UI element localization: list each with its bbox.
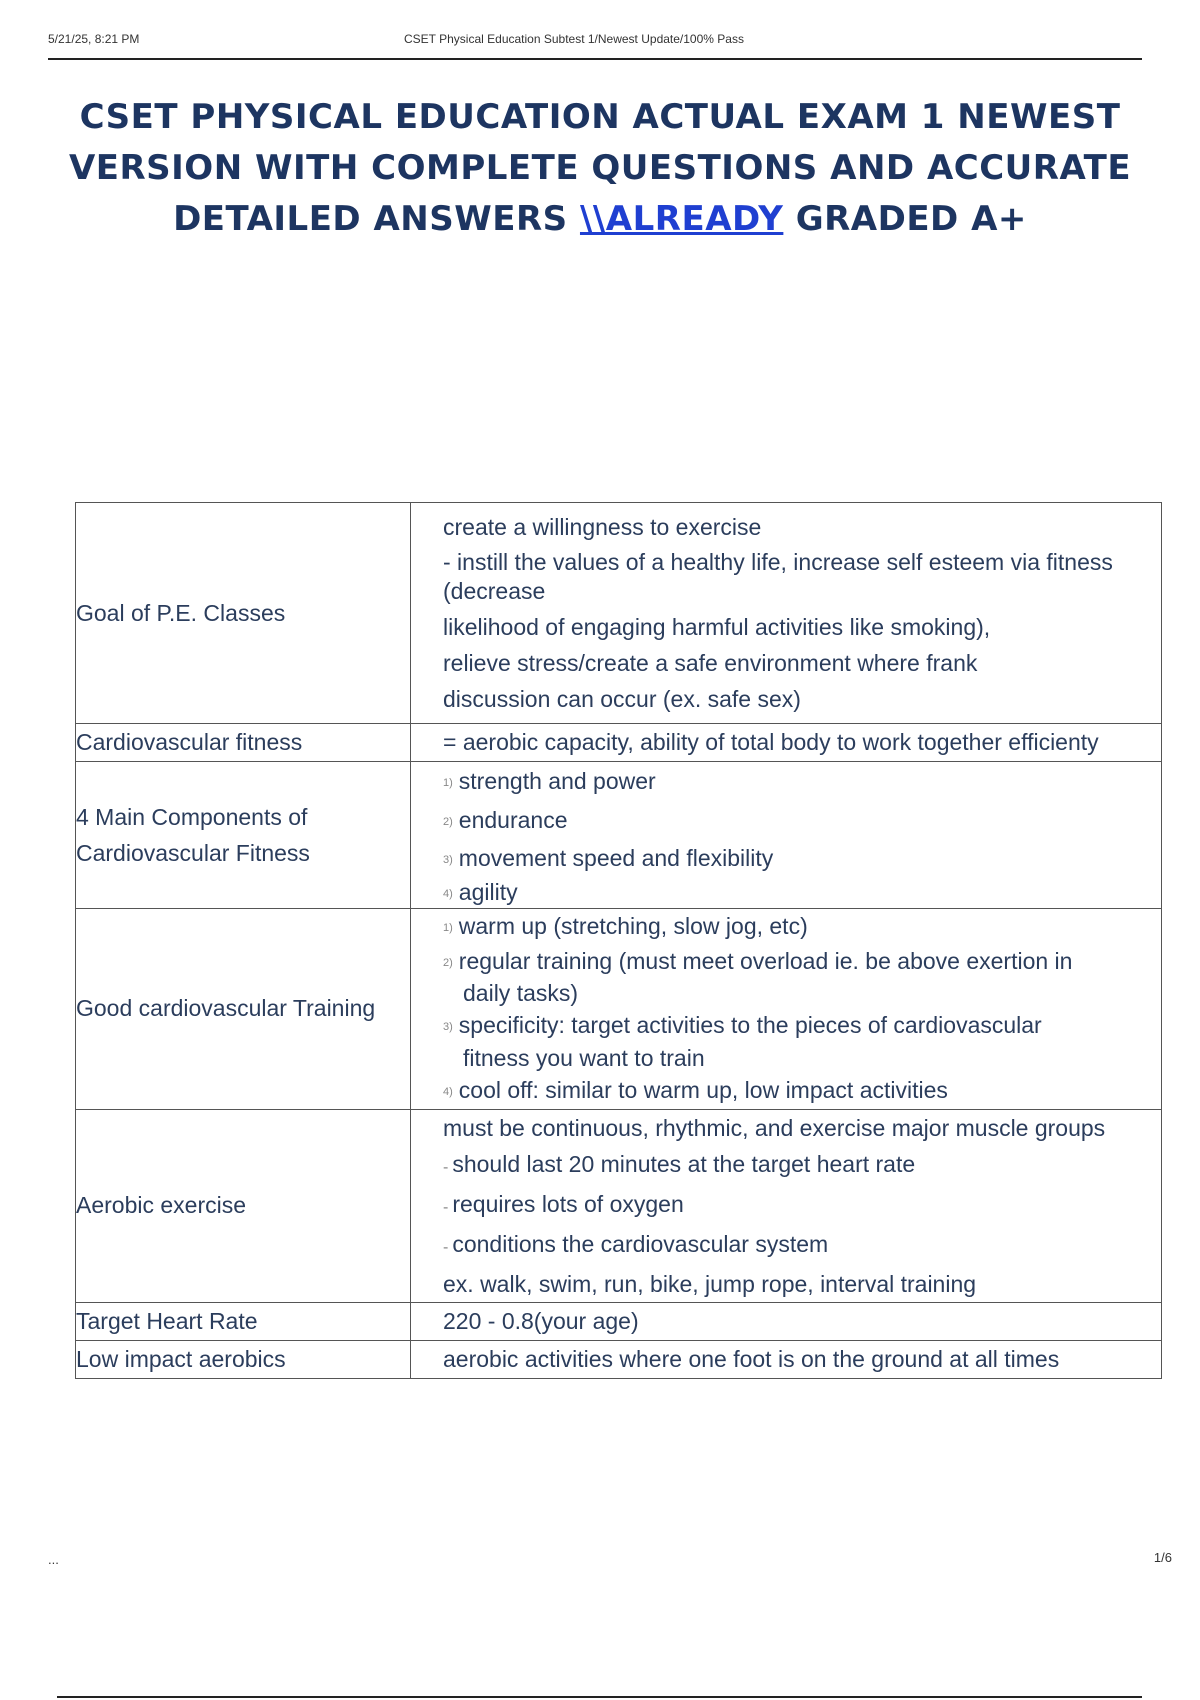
table-row: [76, 762, 1162, 909]
page-title: [40, 92, 1160, 245]
title-line-3-end: GRADED A+: [783, 199, 1027, 239]
title-line-2: VERSION WITH COMPLETE QUESTIONS AND ACCURATE: [68, 148, 1132, 188]
definition-line: - should last 20 minutes at the target heart rate: [443, 1150, 916, 1177]
list-item-continued: fitness you want to train: [463, 1044, 705, 1071]
term-text: Good cardiovascular Training: [76, 995, 376, 1022]
term-text: Aerobic exercise: [76, 1192, 247, 1219]
term-text: Cardiovascular Fitness: [76, 839, 310, 866]
definition-cell: [411, 908, 1162, 1109]
definition-line: create a willingness to exercise: [443, 514, 762, 540]
term-cell: [76, 1302, 411, 1340]
list-item: 3) specificity: target activities to the pieces of cardiovascular: [443, 1011, 1042, 1038]
term-text: Target Heart Rate: [76, 1307, 258, 1334]
table-row: [76, 1109, 1162, 1302]
term-cell: [76, 1340, 411, 1378]
definition-line: relieve stress/create a safe environment where frank: [443, 650, 978, 676]
definition-cell: [411, 503, 1162, 724]
table-row: [76, 908, 1162, 1109]
page-number: 1/6: [1153, 1550, 1172, 1565]
table-row: [76, 503, 1162, 724]
qa-table: [75, 502, 1162, 1379]
footer-ellipsis: ...: [48, 1552, 59, 1567]
term-cell: [76, 503, 411, 724]
table-row: [76, 1302, 1162, 1340]
list-item: 4) agility: [443, 878, 518, 905]
definition-line: - requires lots of oxygen: [443, 1190, 684, 1217]
definition-cell: [411, 724, 1162, 762]
table-row: [76, 724, 1162, 762]
term-cell: [76, 908, 411, 1109]
definition-line: discussion can occur (ex. safe sex): [443, 686, 801, 712]
definition-line: = aerobic capacity, ability of total body to work together efficienty: [443, 729, 1099, 755]
term-text: Cardiovascular fitness: [76, 729, 303, 755]
table-row: [76, 1340, 1162, 1378]
definition-cell: [411, 762, 1162, 909]
definition-cell: [411, 1340, 1162, 1378]
list-item: 1) warm up (stretching, slow jog, etc): [443, 912, 808, 939]
term-cell: [76, 1109, 411, 1302]
list-item-continued: daily tasks): [463, 979, 579, 1006]
print-datetime: 5/21/25, 8:21 PM: [48, 32, 140, 46]
bottom-divider: [57, 1696, 1142, 1698]
definition-cell: [411, 1109, 1162, 1302]
definition-line: ex. walk, swim, run, bike, jump rope, interval training: [443, 1270, 977, 1297]
term-cell: [76, 762, 411, 909]
print-doc-title: CSET Physical Education Subtest 1/Newest Update/100% Pass: [404, 32, 744, 46]
title-line-3-start: DETAILED ANSWERS: [173, 199, 580, 239]
already-link[interactable]: \\ALREADY: [579, 199, 784, 239]
list-item: 3) movement speed and flexibility: [443, 844, 774, 871]
definition-line: - conditions the cardiovascular system: [443, 1230, 829, 1257]
term-text: Goal of P.E. Classes: [76, 599, 286, 626]
definition-line: - instill the values of a healthy life, increase self esteem via fitness (decrease: [443, 549, 1113, 604]
definition-line: 220 - 0.8(your age): [443, 1307, 639, 1334]
definition-cell: [411, 1302, 1162, 1340]
title-line-1: CSET PHYSICAL EDUCATION ACTUAL EXAM 1 NEWEST: [79, 97, 1121, 137]
title-line-3: [40, 194, 1160, 245]
list-item: 2) regular training (must meet overload ie. be above exertion in: [443, 947, 1073, 974]
list-item: 4) cool off: similar to warm up, low impact activities: [443, 1076, 948, 1103]
definition-line: aerobic activities where one foot is on the ground at all times: [443, 1345, 1060, 1372]
definition-line: likelihood of engaging harmful activities like smoking),: [443, 614, 991, 640]
term-text: 4 Main Components of: [76, 803, 308, 830]
term-text: Low impact aerobics: [76, 1345, 286, 1372]
list-item: 1) strength and power: [443, 768, 656, 794]
term-cell: [76, 724, 411, 762]
print-header: [48, 30, 1142, 60]
definition-line: must be continuous, rhythmic, and exercise major muscle groups: [443, 1114, 1106, 1141]
list-item: 2) endurance: [443, 806, 568, 833]
